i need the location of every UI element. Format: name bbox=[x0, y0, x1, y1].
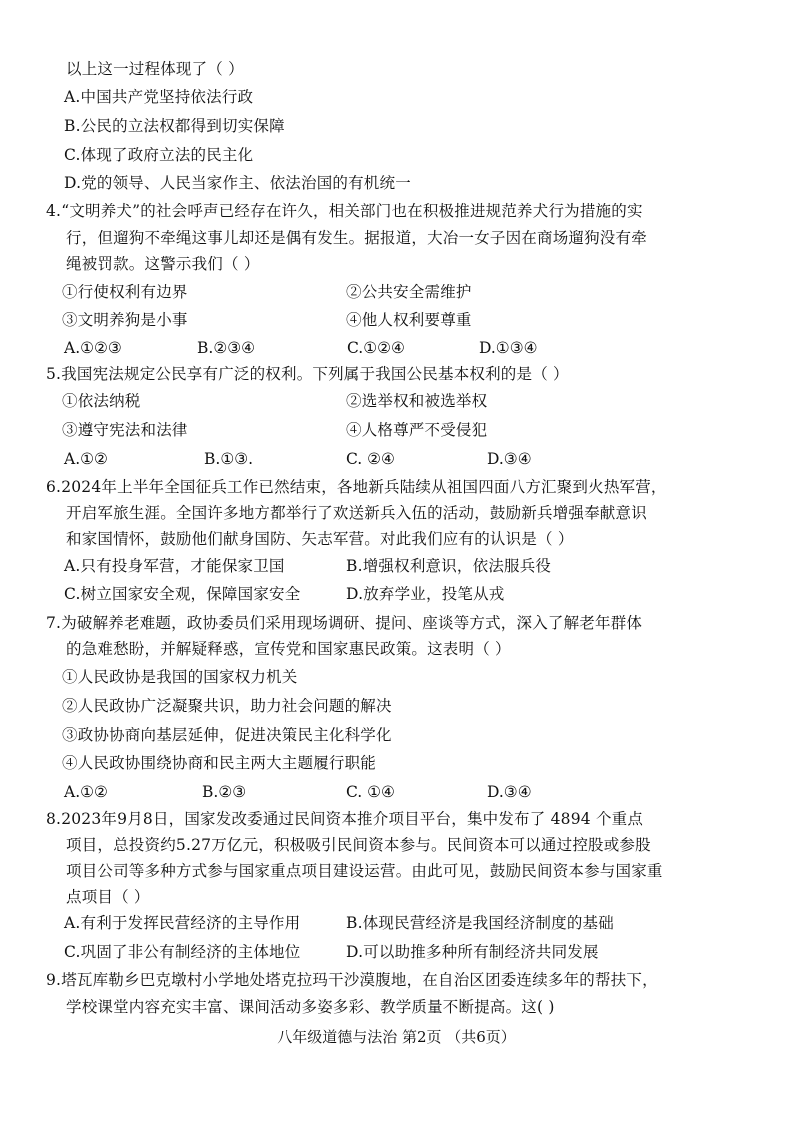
q5-item-2: ②选举权和被选举权 bbox=[346, 392, 488, 410]
q7-stem-line-2: 的急难愁盼，并解疑释惑，宣传党和国家惠民政策。这表明（ ） bbox=[66, 640, 511, 658]
q4-choice-a: A.①②③ bbox=[64, 339, 122, 357]
q7-item-3: ③政协协商向基层延伸，促进决策民主化科学化 bbox=[62, 726, 392, 744]
q5-item-4: ④人格尊严不受侵犯 bbox=[346, 421, 488, 439]
q3-stem: 以上这一过程体现了（ ） bbox=[66, 60, 244, 78]
q4-stem-line-3: 绳被罚款。这警示我们（ ） bbox=[66, 255, 260, 273]
q4-choice-b: B.②③④ bbox=[197, 339, 256, 357]
q9-stem-line-2: 学校课堂内容充实丰富、课间活动多姿多彩、教学质量不断提高。这( ) bbox=[66, 998, 555, 1016]
q8-option-b: B.体现民营经济是我国经济制度的基础 bbox=[346, 914, 614, 932]
q3-option-a: A.中国共产党坚持依法行政 bbox=[64, 88, 254, 106]
q6-stem-line-2: 开启军旅生涯。全国许多地方都举行了欢送新兵入伍的活动，鼓励新兵增强奉献意识 bbox=[66, 504, 647, 522]
q7-item-2: ②人民政协广泛凝聚共识，助力社会问题的解决 bbox=[62, 697, 392, 715]
page-footer: 八年级道德与法治 第2页 （共6页） bbox=[277, 1028, 516, 1046]
q6-option-c: C.树立国家安全观，保障国家安全 bbox=[64, 585, 301, 603]
q5-item-1: ①依法纳税 bbox=[62, 392, 141, 410]
q7-choice-d: D.③④ bbox=[487, 783, 532, 801]
q6-stem-line-3: 和家国情怀，鼓励他们献身国防、矢志军营。对此我们应有的认识是（ ） bbox=[66, 530, 574, 548]
q6-stem-line-1: 6.2024年上半年全国征兵工作已然结束，各地新兵陆续从祖国四面八方汇聚到火热军营， bbox=[46, 478, 667, 496]
q4-stem-line-1: 4.“文明养犬”的社会呼声已经存在许久，相关部门也在积极推进规范养犬行为措施的实 bbox=[46, 202, 643, 220]
q4-choice-d: D.①③④ bbox=[479, 339, 538, 357]
q4-item-2: ②公共安全需维护 bbox=[346, 283, 472, 301]
q5-choice-a: A.①② bbox=[64, 450, 108, 468]
q6-option-b: B.增强权利意识，依法服兵役 bbox=[346, 557, 552, 575]
q7-item-4: ④人民政协围绕协商和民主两大主题履行职能 bbox=[62, 754, 377, 772]
q7-stem-line-1: 7.为破解养老难题，政协委员们采用现场调研、提问、座谈等方式，深入了解老年群体 bbox=[46, 614, 643, 632]
q8-stem-line-1: 8.2023年9月8日，国家发改委通过民间资本推介项目平台，集中发布了 4894 个重点 bbox=[46, 810, 644, 828]
q7-item-1: ①人民政协是我国的国家权力机关 bbox=[62, 668, 298, 686]
q5-stem: 5.我国宪法规定公民享有广泛的权利。下列属于我国公民基本权利的是（ ） bbox=[46, 365, 569, 383]
q5-item-3: ③遵守宪法和法律 bbox=[62, 421, 188, 439]
q5-choice-b: B.①③. bbox=[204, 450, 254, 468]
q5-choice-c: C. ②④ bbox=[346, 450, 395, 468]
q7-choice-b: B.②③ bbox=[202, 783, 247, 801]
q7-choice-c: C. ①④ bbox=[346, 783, 395, 801]
q7-choice-a: A.①② bbox=[64, 783, 108, 801]
q3-option-d: D.党的领导、人民当家作主、依法治国的有机统一 bbox=[64, 174, 411, 192]
q4-item-1: ①行使权利有边界 bbox=[62, 283, 188, 301]
q4-item-3: ③文明养狗是小事 bbox=[62, 311, 188, 329]
q8-option-a: A.有利于发挥民营经济的主导作用 bbox=[64, 914, 301, 932]
q3-option-c: C.体现了政府立法的民主化 bbox=[64, 146, 254, 164]
q9-stem-line-1: 9.塔瓦库勒乡巴克墩村小学地处塔克拉玛干沙漠腹地，在自治区团委连续多年的帮扶下， bbox=[46, 971, 658, 989]
q4-item-4: ④他人权利要尊重 bbox=[346, 311, 472, 329]
q8-stem-line-3: 项目公司等多种方式参与国家重点项目建设运营。由此可见，鼓励民间资本参与国家重 bbox=[66, 862, 663, 880]
q3-option-b: B.公民的立法权都得到切实保障 bbox=[64, 117, 285, 135]
q6-option-a: A.只有投身军营，才能保家卫国 bbox=[64, 557, 285, 575]
q8-stem-line-4: 点项目（ ） bbox=[66, 888, 150, 906]
q8-option-c: C.巩固了非公有制经济的主体地位 bbox=[64, 943, 301, 961]
q6-option-d: D.放弃学业，投笔从戎 bbox=[346, 585, 505, 603]
q5-choice-d: D.③④ bbox=[487, 450, 532, 468]
q8-stem-line-2: 项目，总投资约5.27万亿元，积极吸引民间资本参与。民间资本可以通过控股或参股 bbox=[66, 836, 651, 854]
q8-option-d: D.可以助推多种所有制经济共同发展 bbox=[346, 943, 599, 961]
q4-stem-line-2: 行，但遛狗不牵绳这事儿却还是偶有发生。据报道，大冶一女子因在商场遛狗没有牵 bbox=[66, 229, 647, 247]
q4-choice-c: C.①②④ bbox=[347, 339, 405, 357]
